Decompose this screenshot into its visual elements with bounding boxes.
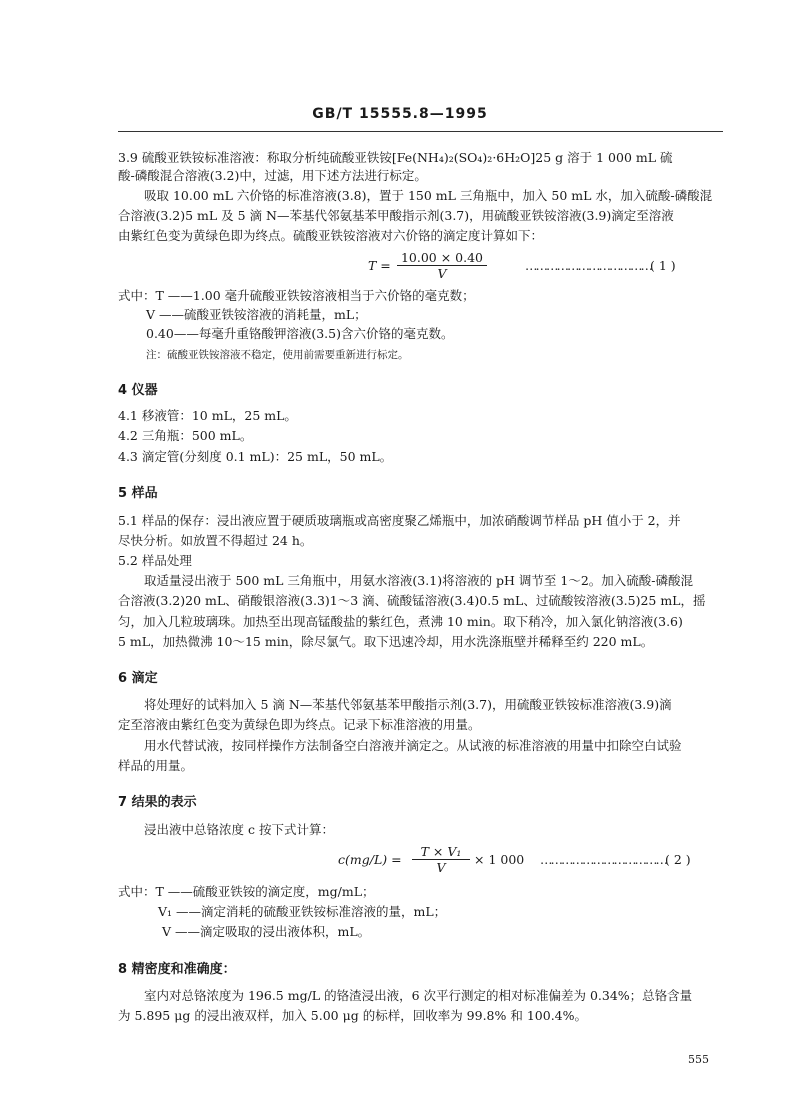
clause-3-9-line4: 合溶液(3.2)5 mL 及 5 滴 N—苯基代邻氨基苯甲酸指示剂(3.7)，用硫酸亚铁铵溶液(3.9)滴定至溶液: [118, 208, 674, 223]
formula1-leader-dots: ………………………………: [525, 258, 651, 273]
section-6-line4: 样品的用量。: [118, 758, 194, 773]
formula1-fraction: [397, 250, 487, 281]
where2-line1: 式中：T ——硫酸亚铁铵的滴定度，mg/mL；: [118, 884, 375, 899]
section-6-line3: 用水代替试液，按同样操作方法制备空白溶液并滴定之。从试液的标准溶液的用量中扣除空白试验: [144, 738, 682, 753]
standard-number-header: GB/T 15555.8—1995: [312, 106, 488, 122]
where1-line2: V ——硫酸亚铁铵溶液的消耗量，mL；: [146, 307, 367, 322]
clause-3-9-line2: 酸-磷酸混合溶液(3.2)中，过滤，用下述方法进行标定。: [118, 168, 427, 183]
clause-5-2-heading: 5.2 样品处理: [118, 553, 192, 568]
clause-4-1: 4.1 移液管：10 mL，25 mL。: [118, 408, 297, 423]
section-8-title: 8 精密度和准确度：: [118, 962, 236, 977]
formula2-lhs: c(mg/L) =: [338, 852, 402, 867]
formula1-number: ( 1 ): [650, 258, 676, 273]
section-5-title: 5 样品: [118, 486, 158, 501]
clause-4-3: 4.3 滴定管(分刻度 0.1 mL)：25 mL，50 mL。: [118, 449, 393, 464]
where1-line3: 0.40——每毫升重铬酸钾溶液(3.5)含六价铬的毫克数。: [146, 326, 454, 341]
clause-3-9-line1: 3.9 硫酸亚铁铵标准溶液：称取分析纯硫酸亚铁铵[Fe(NH₄)₂(SO₄)₂·6H₂O]25 g 溶于 1 000 mL 硫: [118, 150, 673, 165]
clause-3-9-line3: 吸取 10.00 mL 六价铬的标准溶液(3.8)，置于 150 mL 三角瓶中，加入 50 mL 水，加入硫酸-磷酸混: [144, 188, 713, 203]
clause-4-2: 4.2 三角瓶：500 mL。: [118, 428, 253, 443]
where1-line1: 式中：T ——1.00 毫升硫酸亚铁铵溶液相当于六价铬的毫克数；: [118, 288, 475, 303]
section-7-intro: 浸出液中总铬浓度 c 按下式计算：: [144, 822, 334, 837]
clause-5-2-line3: 匀，加入几粒玻璃珠。加热至出现高锰酸盐的紫红色，煮沸 10 min。取下稍冷，加入氯化钠溶液(3.6): [118, 614, 683, 629]
formula2-numerator: T × V₁: [412, 844, 470, 860]
formula1-denominator: V: [437, 266, 447, 281]
formula2-leader-dots: ………………………………: [540, 852, 666, 867]
clause-3-9-line5: 由紫红色变为黄绿色即为终点。硫酸亚铁铵溶液对六价铬的滴定度计算如下：: [118, 228, 544, 243]
clause-5-2-line1: 取适量浸出液于 500 mL 三角瓶中，用氨水溶液(3.1)将溶液的 pH 调节至 1～2。加入硫酸-磷酸混: [144, 573, 694, 588]
calibration-note: 注：硫酸亚铁铵溶液不稳定，使用前需要重新进行标定。: [146, 349, 409, 361]
where2-line3: V ——滴定吸取的浸出液体积，mL。: [162, 924, 371, 939]
formula2-rhs: × 1 000: [474, 852, 525, 867]
clause-5-2-line2: 合溶液(3.2)20 mL、硝酸银溶液(3.3)1～3 滴、硫酸锰溶液(3.4)0.5 mL、过硫酸铵溶液(3.5)25 mL，摇: [118, 593, 706, 608]
section-7-title: 7 结果的表示: [118, 795, 197, 810]
section-4-title: 4 仪器: [118, 383, 158, 398]
formula1-lhs: T =: [368, 258, 391, 273]
section-8-line2: 为 5.895 μg 的浸出液双样，加入 5.00 μg 的标样，回收率为 99.8% 和 100.4%。: [118, 1008, 588, 1023]
section-6-line1: 将处理好的试料加入 5 滴 N—苯基代邻氨基苯甲酸指示剂(3.7)，用硫酸亚铁铵标准溶液(3.9)滴: [144, 697, 672, 712]
header-rule: [118, 131, 723, 132]
where2-line2: V₁ ——滴定消耗的硫酸亚铁铵标准溶液的量，mL；: [158, 904, 447, 919]
page-number: 555: [688, 1053, 709, 1066]
formula2-fraction: [412, 844, 470, 875]
section-6-title: 6 滴定: [118, 671, 158, 686]
section-6-line2: 定至溶液由紫红色变为黄绿色即为终点。记录下标准溶液的用量。: [118, 717, 481, 732]
section-8-line1: 室内对总铬浓度为 196.5 mg/L 的铬渣浸出液，6 次平行测定的相对标准偏差为 0.34%；总铬含量: [144, 988, 693, 1003]
clause-5-2-line4: 5 mL，加热微沸 10～15 min，除尽氯气。取下迅速冷却，用水洗涤瓶壁并稀释至约 220 mL。: [118, 634, 654, 649]
formula1-numerator: 10.00 × 0.40: [397, 250, 487, 266]
formula2-number: ( 2 ): [665, 852, 691, 867]
clause-5-1-line2: 尽快分析。如放置不得超过 24 h。: [118, 533, 313, 548]
formula2-denominator: V: [436, 860, 446, 875]
clause-5-1-line1: 5.1 样品的保存：浸出液应置于硬质玻璃瓶或高密度聚乙烯瓶中，加浓硝酸调节样品 pH 值小于 2，并: [118, 513, 681, 528]
